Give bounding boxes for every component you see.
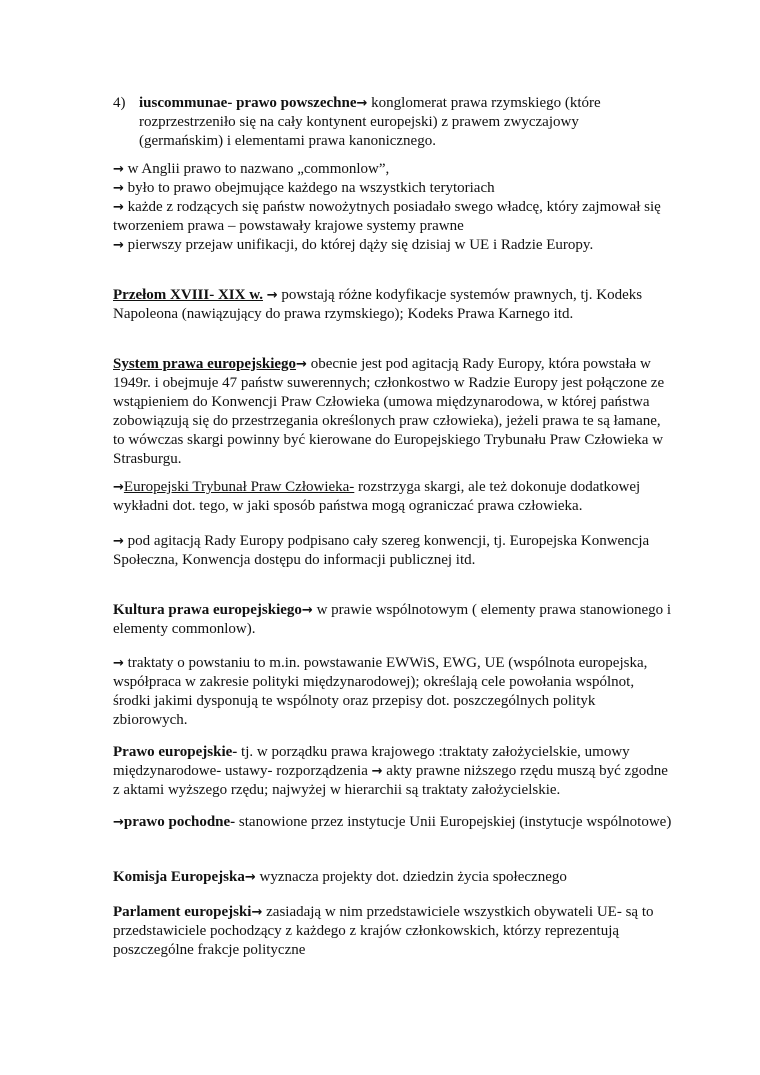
anglia-line-4-text: pierwszy przejaw unifikacji, do której dąży się dzisiaj w UE i Radzie Europy. <box>123 237 594 253</box>
arrow-icon: → <box>113 480 124 495</box>
arrow-icon: → <box>301 603 313 618</box>
heading-parlament: Parlament europejski <box>113 904 252 920</box>
arrow-icon: → <box>113 181 124 196</box>
heading-system: System prawa europejskiego <box>113 356 297 372</box>
przelom-text: powstają różne kodyfikacje systemów prawnych, tj. Kodeks Napoleona (nawiązujący do prawa rzymskiego); Kodeks Prawa Karnego itd. <box>113 287 643 322</box>
paragraph-parlament <box>113 903 673 960</box>
paragraph-prawo-europejskie <box>113 743 673 800</box>
heading-prawo-europejskie: Prawo europejskie- <box>113 744 238 760</box>
term-iuscommunae: iuscommunae- prawo powszechne <box>139 95 357 111</box>
prawo-europejskie-text-a: tj. w porządku prawa krajowego :traktaty założycielskie, umowy międzynarodowe- ustawy- rozporządzenia <box>113 744 630 779</box>
arrow-icon: → <box>113 200 124 215</box>
paragraph-prawo-pochodne <box>113 813 673 832</box>
paragraph-komisja <box>113 868 673 887</box>
arrow-icon: → <box>244 870 256 885</box>
heading-prawo-pochodne: prawo pochodne- <box>123 814 236 830</box>
prawo-europejskie-text-b: akty prawne niższego rzędu muszą być zgodne z aktami wyższego rzędu; najwyżej w hierarchii są traktaty założycielskie. <box>113 763 668 798</box>
arrow-icon: → <box>113 534 124 549</box>
paragraph-traktaty <box>113 654 673 730</box>
system-text: obecnie jest pod agitacją Rady Europy, która powstała w 1949r. i obejmuje 47 państw suwerennych; członkostwo w Radzie Europy jest połączone ze wstąpieniem do Konwencji Praw Człowieka (umowa międzynarodowa, w której państwa zobowiązują się do przestrzegania określonych praw człowieka), jeżeli prawa te są łamane, to wówczas skargi powinny być kierowane do Europejskiego Trybunału Praw Człowieka w Strasburgu. <box>113 356 665 467</box>
paragraph-kultura <box>113 601 673 639</box>
komisja-text: wyznacza projekty dot. dziedzin życia społecznego <box>255 869 567 885</box>
anglia-line-4 <box>113 236 673 255</box>
anglia-line-2-text: było to prawo obejmujące każdego na wszystkich terytoriach <box>123 180 495 196</box>
paragraph-anglia <box>113 160 673 255</box>
arrow-icon: → <box>113 238 124 253</box>
anglia-line-1-text: w Anglii prawo to nazwano „commonlow”, <box>123 161 390 177</box>
parlament-text: zasiadają w nim przedstawiciele wszystkich obywateli UE- są to przedstawiciele pochodzący z każdego z krajów członkowskich, którzy reprezentują poszczególne frakcje polityczne <box>113 904 654 958</box>
heading-komisja: Komisja Europejska <box>113 869 245 885</box>
arrow-icon: → <box>266 288 278 303</box>
list-number: 4) <box>113 95 126 111</box>
traktaty-text: traktaty o powstaniu to m.in. powstawanie EWWiS, EWG, UE (wspólnota europejska, współpraca w zakresie polityki międzynarodowej); określają cele powołania wspólnot, środki jakimi dysponują te wspólnoty oraz przepisy dot. poszczególnych polityk zbiorowych. <box>113 655 648 728</box>
paragraph-trybunal <box>113 478 673 516</box>
anglia-line-3 <box>113 198 673 236</box>
agitacja-text: pod agitacją Rady Europy podpisano cały szereg konwencji, tj. Europejska Konwencja Społeczna, Konwencja dostępu do informacji publicznej itd. <box>113 533 650 568</box>
arrow-icon: → <box>251 905 263 920</box>
heading-kultura: Kultura prawa europejskiego <box>113 602 302 618</box>
anglia-line-1 <box>113 160 673 179</box>
arrow-icon: → <box>113 815 124 830</box>
prawo-pochodne-text: stanowione przez instytucje Unii Europejskiej (instytucje wspólnotowe) <box>235 814 672 830</box>
paragraph-przelom <box>113 286 673 324</box>
heading-przelom: Przełom XVIII- XIX w. <box>113 287 263 303</box>
heading-trybunal: Europejski Trybunał Praw Człowieka- <box>123 479 355 495</box>
arrow-icon: → <box>113 656 124 671</box>
arrow-icon: → <box>113 162 124 177</box>
kultura-text: w prawie wspólnotowym ( elementy prawa stanowionego i elementy commonlow). <box>113 602 672 637</box>
paragraph-system <box>113 355 673 469</box>
paragraph-agitacja <box>113 532 673 570</box>
anglia-line-2 <box>113 179 673 198</box>
anglia-line-3-text: każde z rodzących się państw nowożytnych posiadało swego władcę, który zajmował się tworzeniem prawa – powstawały krajowe systemy prawne <box>113 199 661 234</box>
trybunal-text: rozstrzyga skargi, ale też dokonuje dodatkowej wykładni dot. tego, w jaki sposób państwa mogą ograniczać prawa człowieka. <box>113 479 641 514</box>
list-item-text <box>139 94 659 151</box>
item4-text: konglomerat prawa rzymskiego (które rozprzestrzeniło się na cały kontynent europejski) z prawem zwyczajowy (germańskim) i elementami prawa kanonicznego. <box>139 95 601 149</box>
arrow-icon: → <box>356 96 368 111</box>
arrow-icon: → <box>371 764 383 779</box>
arrow-icon: → <box>296 357 307 372</box>
